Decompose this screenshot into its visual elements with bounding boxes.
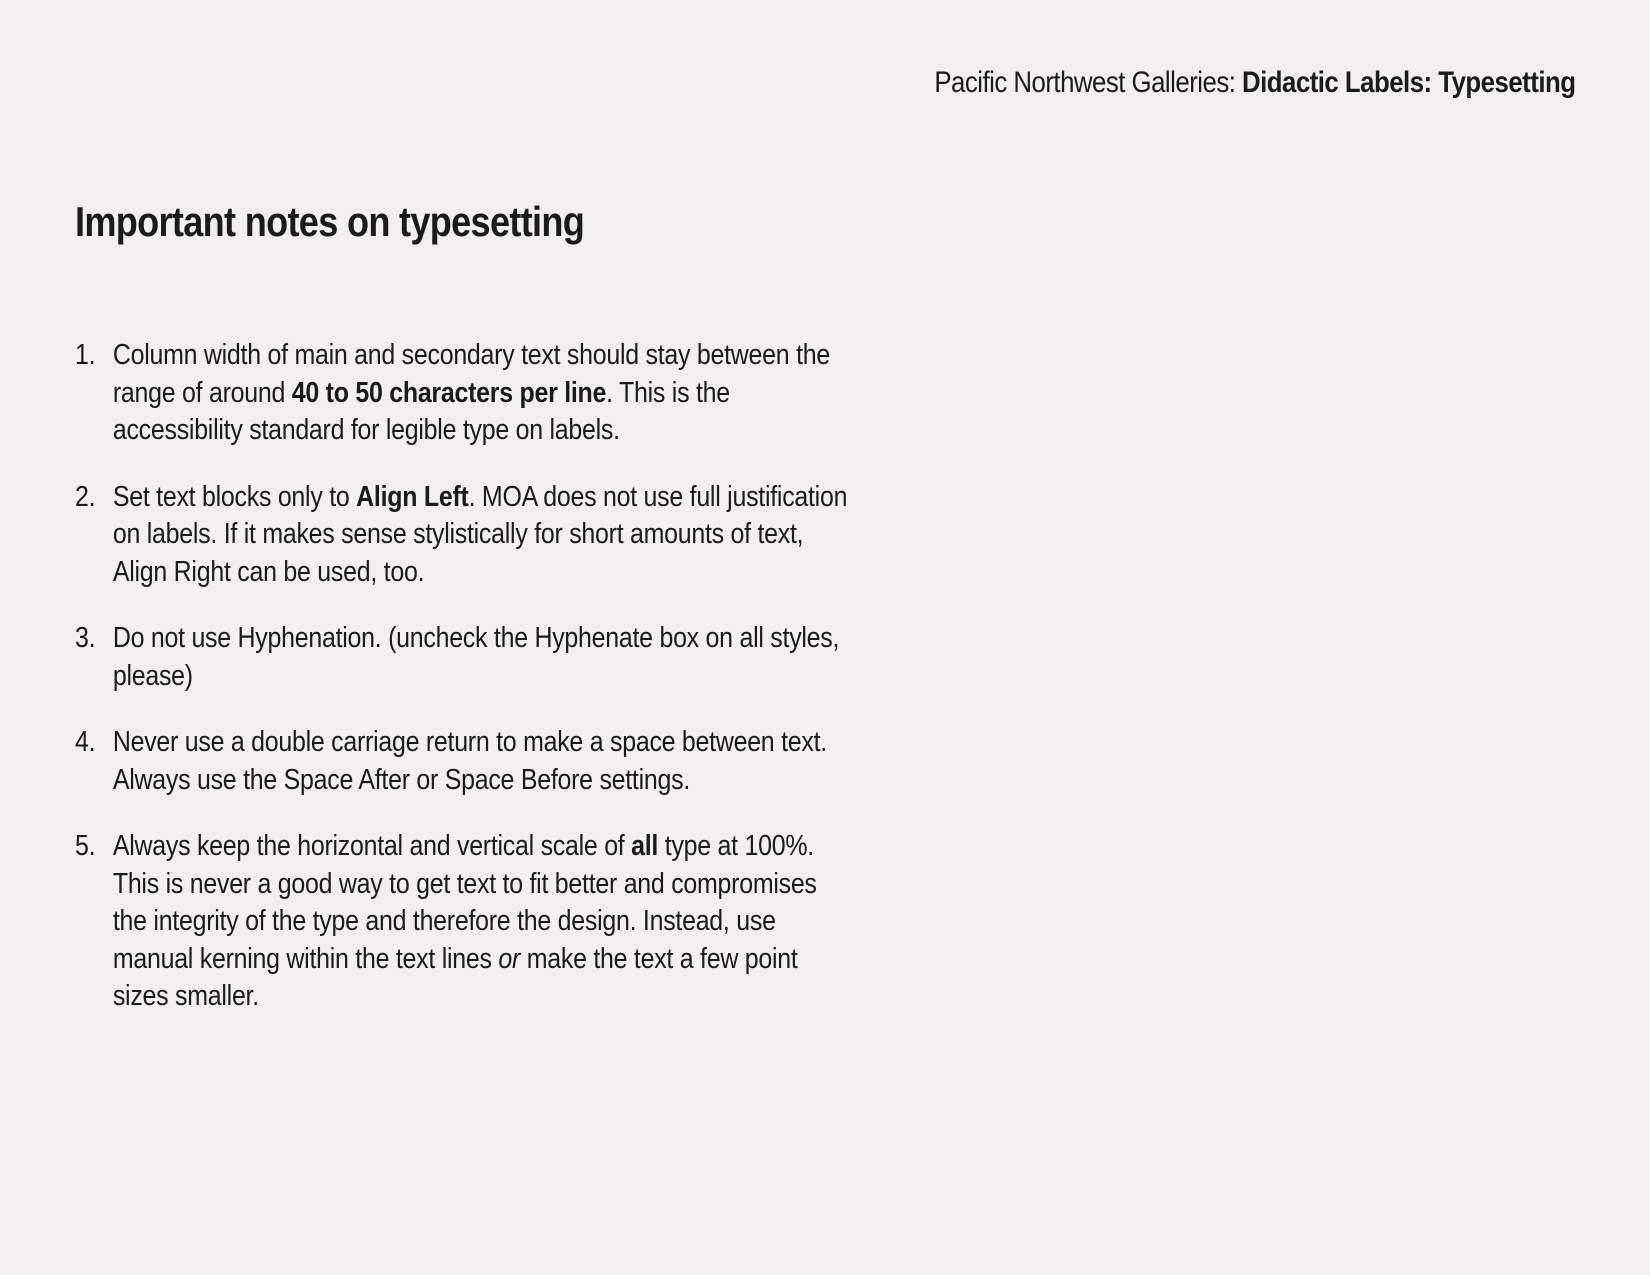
page-title: Important notes on typesetting [75, 198, 585, 245]
note-italic: or [498, 942, 521, 975]
note-number: 3. [75, 622, 96, 654]
note-text: . MOA does not use full justification on labels. If it makes sense stylistically for short amounts of text, Align Right can be used, too. [112, 480, 848, 588]
note-text: Column width of main and secondary text should stay between the range of around [112, 339, 830, 409]
note-text: Always keep the horizontal and vertical scale of [112, 830, 632, 862]
note-text: Do not use Hyphenation. (uncheck the Hyphenate box on all styles, please) [112, 622, 840, 692]
note-item-3 [75, 620, 849, 695]
note-emphasis: Align Left [356, 480, 469, 513]
note-emphasis: 40 to 50 characters per line [291, 376, 607, 409]
note-text: type at 100%. This is never a good way to get text to fit better and compromises the integrity of the type and therefore the design. Instead, use manual kerning within the text lines [112, 830, 817, 975]
notes-list [75, 337, 849, 1045]
note-number: 5. [75, 830, 96, 862]
note-text: Set text blocks only to [112, 480, 357, 513]
header-section: Didactic Labels: Typesetting [1241, 66, 1575, 99]
note-item-1 [75, 337, 849, 450]
note-number: 4. [75, 726, 96, 758]
note-emphasis: all [631, 830, 659, 862]
note-text: . This is the accessibility standard for legible type on labels. [112, 376, 730, 446]
note-number: 1. [75, 339, 96, 371]
note-text: make the text a few point sizes smaller. [112, 942, 798, 1012]
note-text: Never use a double carriage return to make a space between text. Always use the Space After or Space Before settings. [112, 726, 827, 796]
note-item-2 [75, 479, 849, 592]
note-number: 2. [75, 480, 96, 513]
note-item-5 [75, 828, 849, 1016]
note-item-4 [75, 724, 849, 799]
page-header [934, 66, 1575, 100]
header-gallery: Pacific Northwest Galleries: [933, 66, 1235, 99]
